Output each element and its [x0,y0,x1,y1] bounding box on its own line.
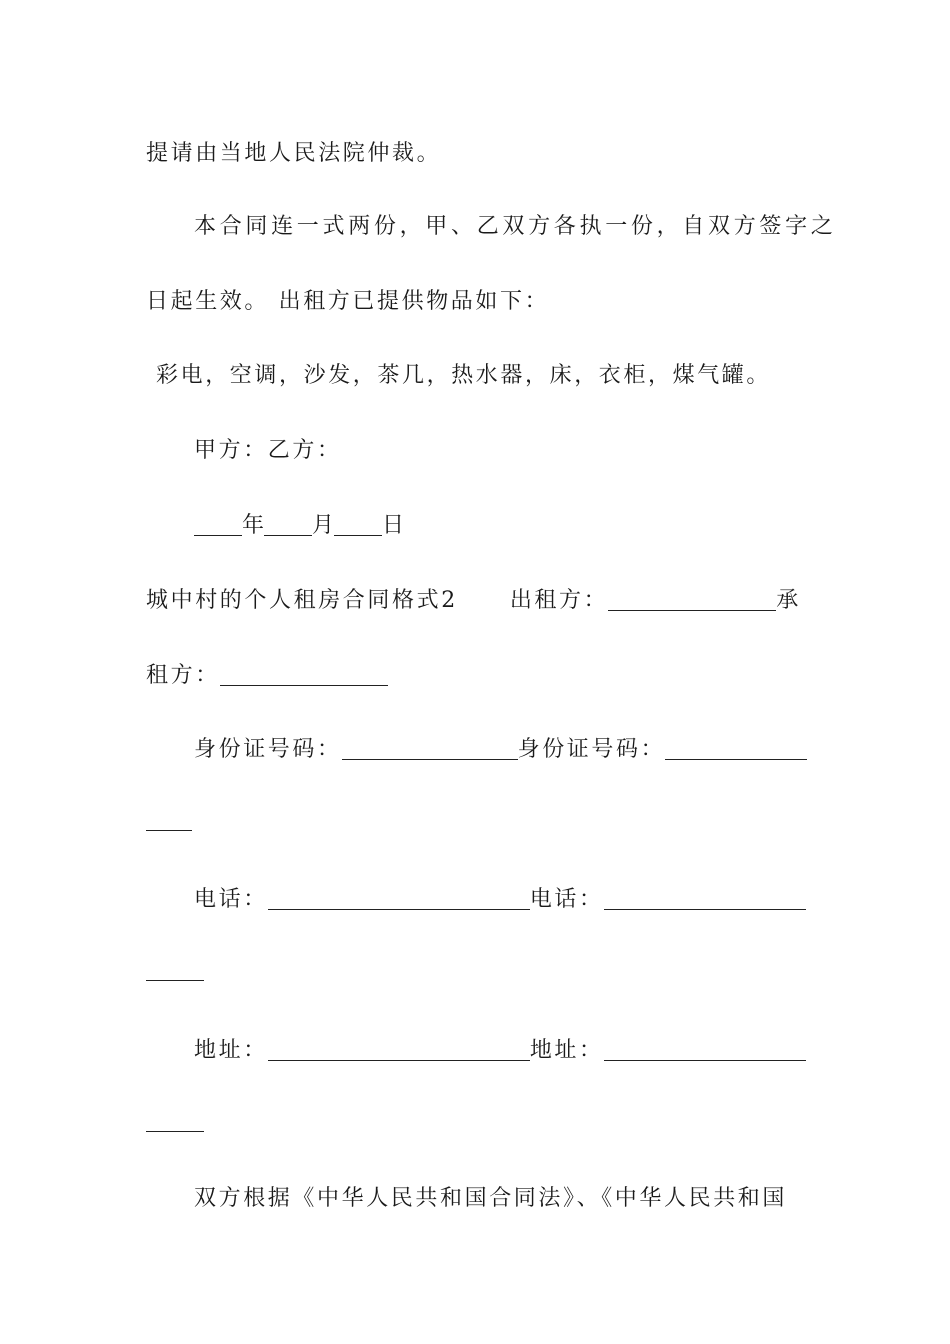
lessee-label-end: 租方： [146,663,220,688]
paragraph-legal-basis: 双方根据《中华人民共和国合同法》、《中华人民共和国 [194,1186,788,1211]
contract-title-line [146,581,806,621]
phone-line [194,880,806,920]
phone-blank-2-continued [146,980,204,981]
address-blank-2-continued [146,1131,204,1132]
day-blank [334,506,382,546]
party-signatures: 甲方：乙方： [194,438,342,463]
lessee-line [146,656,806,696]
month-blank [264,506,312,546]
paragraph-copies [194,207,837,247]
phone-label-2: 电话： [529,887,604,912]
id-number-line [194,730,806,770]
month-label: 月 [312,513,335,538]
id-number-blank-2 [665,730,807,770]
year-label: 年 [242,513,265,538]
items-list: 彩电，空调，沙发，茶几，热水器，床，衣柜，煤气罐。 [156,363,772,388]
phone-blank-1 [268,880,530,920]
id-number-label-1: 身份证号码： [194,737,342,762]
lessor-blank [608,581,776,621]
day-label: 日 [382,513,405,538]
address-blank-2 [604,1031,806,1071]
address-label-2: 地址： [529,1038,604,1063]
lessee-label-start: 承 [776,588,799,613]
address-label-1: 地址： [194,1038,268,1063]
lessee-blank [220,656,388,696]
date-line [194,506,806,546]
contract-title: 城中村的个人租房合同格式2 [146,588,458,613]
id-number-label-2: 身份证号码： [517,737,666,762]
lessor-label: 出租方： [509,588,609,613]
phone-label-1: 电话： [194,887,268,912]
address-line [194,1031,806,1071]
paragraph-effective: 日起生效。 出租方已提供物品如下： [146,289,550,314]
address-blank-1 [268,1031,530,1071]
year-blank [194,506,242,546]
paragraph-copies-text: 本合同连一式两份，甲、乙双方各执一份，自双方签字之 [194,214,837,239]
id-number-blank-1 [342,730,518,770]
paragraph-arbitration-end: 提请由当地人民法院仲裁。 [146,141,442,166]
id-number-blank-2-continued [146,830,192,831]
phone-blank-2 [604,880,806,920]
